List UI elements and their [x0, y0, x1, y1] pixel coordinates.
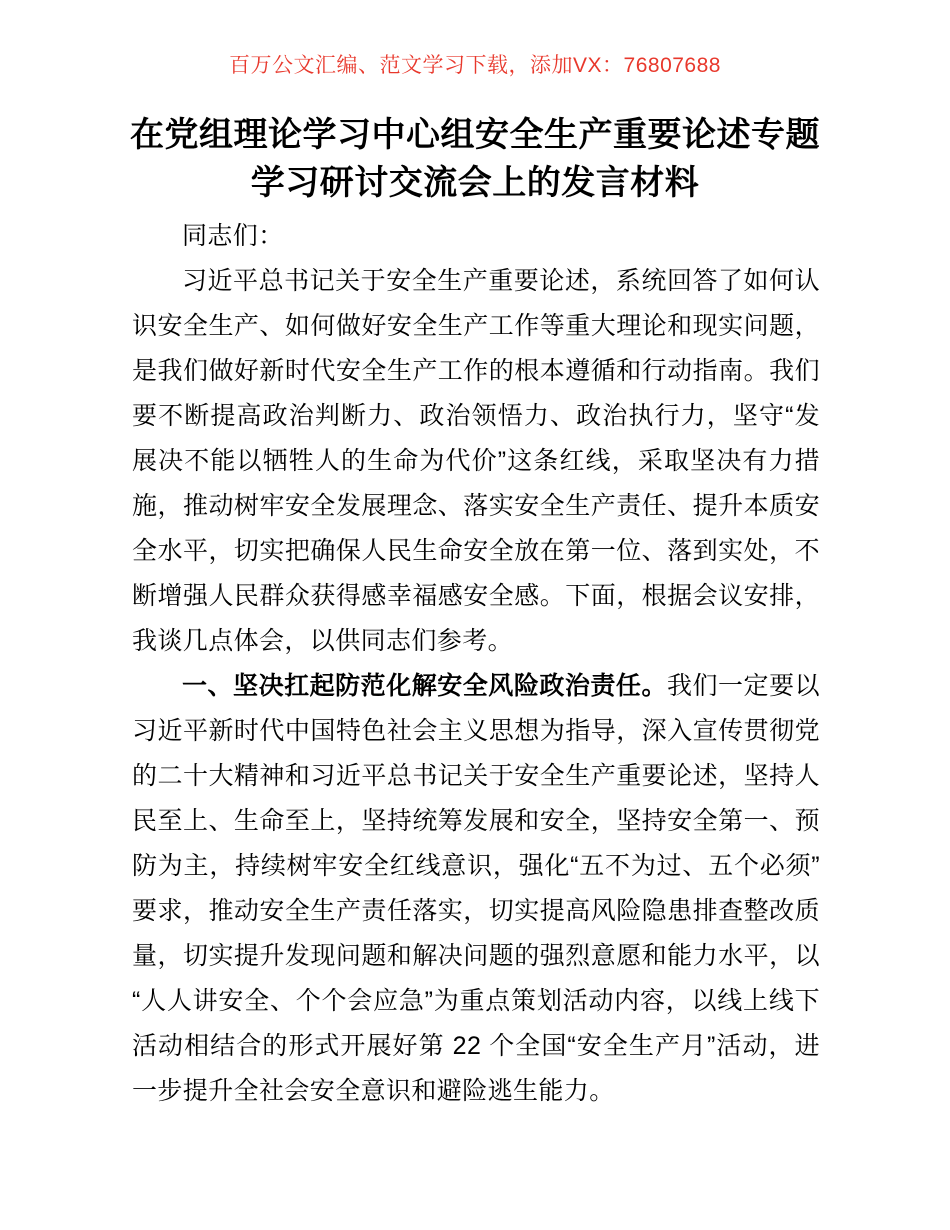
paragraph-1	[132, 259, 820, 664]
paragraph-2-heading: 一、坚决扛起防范化解安全风险政治责任。	[182, 672, 667, 700]
salutation: 同志们：	[182, 222, 284, 250]
paragraph-2	[132, 664, 820, 1114]
document-title-line-1: 在党组理论学习中心组安全生产重要论述专题	[130, 116, 820, 154]
paragraph-1-text: 习近平总书记关于安全生产重要论述，系统回答了如何认识安全生产、如何做好安全生产工作等重大理论和现实问题，是我们做好新时代安全生产工作的根本遵循和行动指南。我们要不断提高政治判断力、政治领悟力、政治执行力，坚守“发展决不能以牺牲人的生命为代价”这条红线，采取坚决有力措施，推动树牢安全发展理念、落实安全生产责任、提升本质安全水平，切实把确保人民生命安全放在第一位、落到实处，不断增强人民群众获得感幸福感安全感。下面，根据会议安排，我谈几点体会，以供同志们参考。	[132, 267, 820, 655]
promo-notice-text: 百万公文汇编、范文学习下载，添加VX：76807688	[229, 54, 721, 77]
document-title	[0, 111, 950, 207]
document-body	[132, 214, 820, 1114]
document-title-line-2: 学习研讨交流会上的发言材料	[250, 164, 700, 202]
paragraph-2-text: 我们一定要以习近平新时代中国特色社会主义思想为指导，深入宣传贯彻党的二十大精神和习近平总书记关于安全生产重要论述，坚持人民至上、生命至上，坚持统筹发展和安全，坚持安全第一、预防为主，持续树牢安全红线意识，强化“五不为过、五个必须”要求，推动安全生产责任落实，切实提高风险隐患排查整改质量，切实提升发现问题和解决问题的强烈意愿和能力水平，以“人人讲安全、个个会应急”为重点策划活动内容，以线上线下活动相结合的形式开展好第 22 个全国“安全生产月”活动，进一步提升全社会安全意识和避险逃生能力。	[132, 672, 820, 1105]
